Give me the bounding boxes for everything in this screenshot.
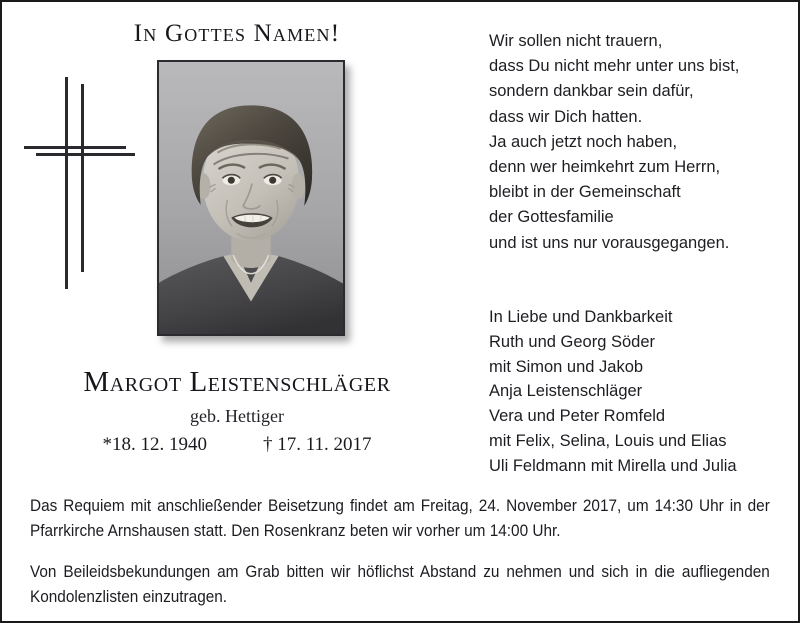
verse-line: der Gottesfamilie	[489, 208, 614, 227]
verse-line: Wir sollen nicht trauern,	[489, 32, 663, 50]
page-title: In Gottes Namen!	[133, 20, 341, 47]
latin-cross-icon	[14, 74, 144, 306]
tribute-line: Uli Feldmann mit Mirella und Julia	[489, 456, 737, 475]
deceased-name: Margot Leistenschläger	[83, 366, 391, 398]
verse-line: dass Du nicht mehr unter uns bist,	[489, 57, 740, 76]
portrait-photo	[157, 60, 345, 336]
tribute-line: In Liebe und Dankbarkeit	[489, 308, 673, 326]
requiem-details: Das Requiem mit anschließender Beisetzung findet am Freitag, 24. November 2017, um 14:30 Uhr in der Pfarrkirche Arnshausen statt. Den Rosenkranz beten wir vorher um 14:00 Uhr.	[30, 497, 770, 540]
tribute-line: Ruth und Georg Söder	[489, 332, 656, 351]
birth-date: *18. 12. 1940	[102, 434, 207, 455]
memorial-verse	[489, 29, 789, 256]
tribute-line: mit Simon und Jakob	[489, 357, 644, 376]
family-tribute	[489, 305, 789, 479]
verse-line: dass wir Dich hatten.	[489, 107, 643, 126]
right-column	[489, 2, 789, 475]
cross-back-vertical-bar	[81, 84, 84, 272]
tribute-line: Anja Leistenschläger	[489, 382, 643, 401]
cross-front-vertical-bar	[65, 77, 68, 289]
funeral-arrangements	[2, 472, 798, 610]
verse-line: denn wer heimkehrt zum Herrn,	[489, 158, 721, 177]
left-column	[2, 2, 472, 472]
condolence-request: Von Beileidsbekundungen am Grab bitten wir höflichst Abstand zu nehmen und sich in die aufliegenden Kondolenzlisten einzutragen.	[30, 563, 770, 606]
life-dates	[2, 434, 472, 456]
cross-front-horizontal-bar	[36, 153, 135, 156]
cross-back-horizontal-bar	[24, 146, 126, 149]
tribute-line: mit Felix, Selina, Louis und Elias	[489, 431, 727, 450]
verse-line: und ist uns nur vorausgegangen.	[489, 233, 730, 252]
death-date: † 17. 11. 2017	[262, 434, 372, 455]
maiden-name: geb. Hettiger	[190, 406, 284, 426]
tribute-line: Vera und Peter Romfeld	[489, 407, 666, 426]
upper-section	[2, 2, 798, 475]
verse-line: bleibt in der Gemeinschaft	[489, 183, 681, 202]
verse-line: sondern dankbar sein dafür,	[489, 82, 694, 101]
verse-line: Ja auch jetzt noch haben,	[489, 132, 678, 151]
